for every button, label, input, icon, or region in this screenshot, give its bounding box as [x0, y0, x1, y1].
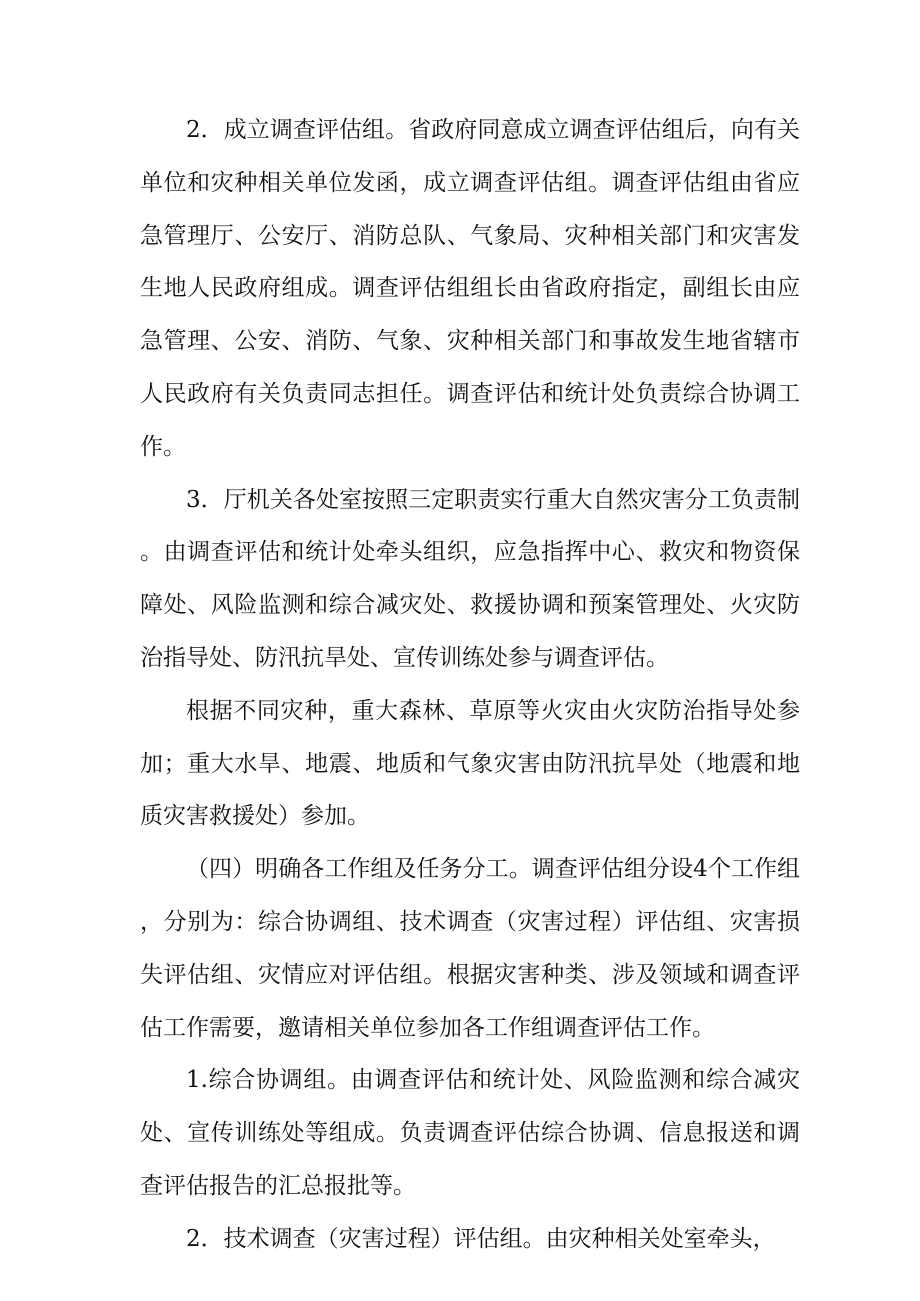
paragraph-technical-investigation-group: 2．技术调查（灾害过程）评估组。由灾种相关处室牵头，: [186, 1225, 776, 1252]
paragraph-establish-assessment-group: 2．成立调查评估组。省政府同意成立调查评估组后，向有关单位和灾种相关单位发函，成立调查评估组。调查评估组由省应急管理厅、公安厅、消防总队、气象局、灾种相关部门和灾害发生地人民政府组成。调查评估组组长由省政府指定，副组长由应急管理、公安、消防、气象、灾种相关部门和事故发生地省辖市人民政府有关负责同志担任。调查评估和统计处负责综合协调工作。: [140, 117, 800, 460]
paragraph-coordination-group: 1.综合协调组。由调查评估和统计处、风险监测和综合减灾处、宣传训练处等组成。负责调查评估综合协调、信息报送和调查评估报告的汇总报批等。: [140, 1067, 800, 1199]
paragraph-office-responsibilities: 3．厅机关各处室按照三定职责实行重大自然灾害分工负责制。由调查评估和统计处牵头组织，应急指挥中心、救灾和物资保障处、风险监测和综合减灾处、救援协调和预案管理处、火灾防治指导处、防汛抗旱处、宣传训练处参与调查评估。: [140, 486, 800, 671]
paragraph-disaster-type-participation: 根据不同灾种，重大森林、草原等火灾由火灾防治指导处参加；重大水旱、地震、地质和气象灾害由防汛抗旱处（地震和地质灾害救援处）参加。: [140, 697, 800, 830]
document-body: [140, 104, 800, 1266]
paragraph-working-groups-division: （四）明确各工作组及任务分工。调查评估组分设4个工作组，分别为：综合协调组、技术调查（灾害过程）评估组、灾害损失评估组、灾情应对评估组。根据灾害种类、涉及领域和调查评估工作需要，邀请相关单位参加各工作组调查评估工作。: [140, 856, 800, 1041]
